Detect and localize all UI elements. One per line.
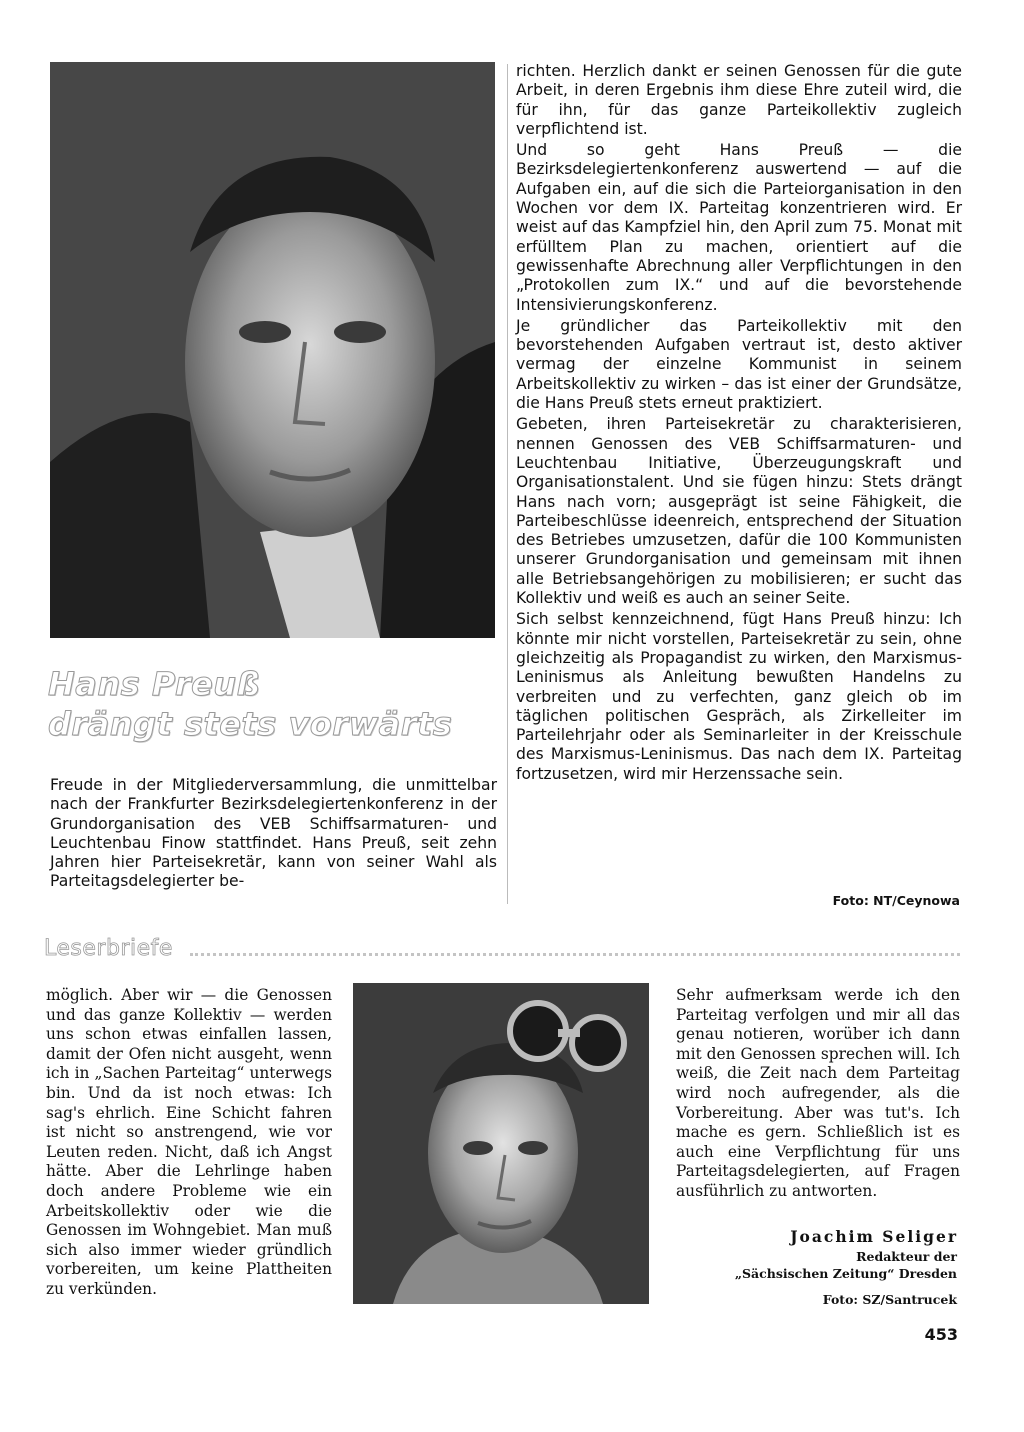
body-paragraph: richten. Herzlich dankt er seinen Genossen für die gute Arbeit, in deren Ergebnis ihm diese Ehre zuteil wird, die für ihn, für das ganze Parteikollektiv zugleich verpflichtend ist. [516,62,962,138]
worker-illustration [353,983,649,1304]
intro-paragraph: Freude in der Mitgliederversammlung, die unmittelbar nach der Frankfurter Bezirksdelegiertenkonferenz in der Grundorganisation des VEB Schiffsarmaturen- und Leuchtenbau Finow stattfindet. Hans Preuß, seit zehn Jahren hier Parteisekretär, kann von seiner Wahl als Parteitagsdelegierter be- [50,776,497,891]
section-rubric-leserbriefe: Leserbriefe [44,936,173,961]
article-body [516,62,962,786]
headline-line-2: drängt stets vorwärts [48,705,453,743]
rubric-dotted-rule [190,953,960,956]
author-paper: „Sächsischen Zeitung“ Dresden [734,1266,957,1281]
column-divider [507,64,508,904]
letter-right-column [676,986,960,1202]
headline-line-1: Hans Preuß [48,665,261,703]
body-paragraph: Und so geht Hans Preuß — die Bezirksdelegiertenkonferenz auswertend — auf die Aufgaben ein, auf die sich die Parteiorganisation in den Wochen vor dem IX. Parteitag konzentrieren wird. Er weist auf das Kampfziel hin, den April zum 75. Monat mit erfülltem Plan zu machen, orientiert auf die gewissenhafte Abrechnung aller Verpflichtungen in den „Protokollen zum IX.“ und auf die bevorstehende Intensivierungskonferenz. [516,141,962,314]
body-paragraph: Gebeten, ihren Parteisekretär zu charakterisieren, nennen Genossen des VEB Schiffsarmaturen- und Leuchtenbau Initiative, Überzeugungskraft und Organisationstalent. Und sie fügen hinzu: Stets drängt Hans nach vorn; ausgeprägt ist seine Fähigkeit, die Parteibeschlüsse ideenreich, entsprechend der Situation des Betriebes umzusetzen, dafür die 100 Kommunisten unserer Grundorganisation und gemeinsam mit ihnen alle Betriebsangehörigen zu mobilisieren; er sucht das Kollektiv und weiß es auch an seiner Seite. [516,415,962,608]
photo-credit-article: Foto: NT/Ceynowa [832,893,960,908]
letter-right-text: Sehr aufmerksam werde ich den Parteitag verfolgen und mir all das genau notieren, worüber ich dann mit den Genossen sprechen will. Ich weiß, die Zeit nach dem Parteitag wird noch aufregender, als die Vorbereitung. Aber was tut's. Ich mache es gern. Schließlich ist es auch eine Verpflichtung für uns Parteitagsdelegierten, auf Fragen ausführlich zu antworten. [676,986,960,1200]
portrait-photo-hans-preuss [50,62,495,638]
letter-left-text: möglich. Aber wir — die Genossen und das ganze Kollektiv — werden uns schon etwas einfallen lassen, damit der Ofen nicht ausgeht, wenn ich in „Sachen Parteitag“ unterwegs bin. Und da ist noch etwas: Ich sag's ehrlich. Eine Schicht fahren ist nicht so anstrengend, wie vor Leuten reden. Nicht, daß ich Angst hätte. Aber die Lehrlinge haben doch andere Probleme wie ein Arbeitskollektiv oder wie die Genossen im Wohngebiet. Man muß sich also immer wieder gründlich vorbereiten, um keine Plattheiten zu verkünden. [46,986,332,1298]
letter-photo-worker-with-goggles [353,983,649,1304]
letter-author: Joachim Seliger [790,1227,958,1246]
body-paragraph: Sich selbst kennzeichnend, fügt Hans Preuß hinzu: Ich könnte mir nicht vorstellen, Parteisekretär zu sein, ohne gleichzeitig als Propagandist zu wirken, den Marxismus-Leninismus als Anleitung bewußten Handelns zu verbreiten und zu verfechten, ganz gleich ob im täglichen politischen Gespräch, als Zirkelleiter im Parteilehrjahr oder als Seminarleiter in der Kreisschule des Marxismus-Leninismus. Das nach dem IX. Parteitag fortzusetzen, wird mir Herzenssache sein. [516,610,962,783]
author-role: Redakteur der [856,1249,957,1264]
portrait-illustration [50,62,495,638]
body-paragraph: Je gründlicher das Parteikollektiv mit den bevorstehenden Aufgaben vertraut ist, desto aktiver vermag der einzelne Kommunist in seinem Arbeitskollektiv zu wirken – das ist einer der Grundsätze, die Hans Preuß stets erneut praktiziert. [516,316,962,413]
letter-left-column [46,986,332,1300]
page-number: 453 [924,1325,958,1344]
photo-credit-letter: Foto: SZ/Santrucek [822,1292,957,1307]
article-headline [48,664,488,744]
article-intro [50,776,497,894]
